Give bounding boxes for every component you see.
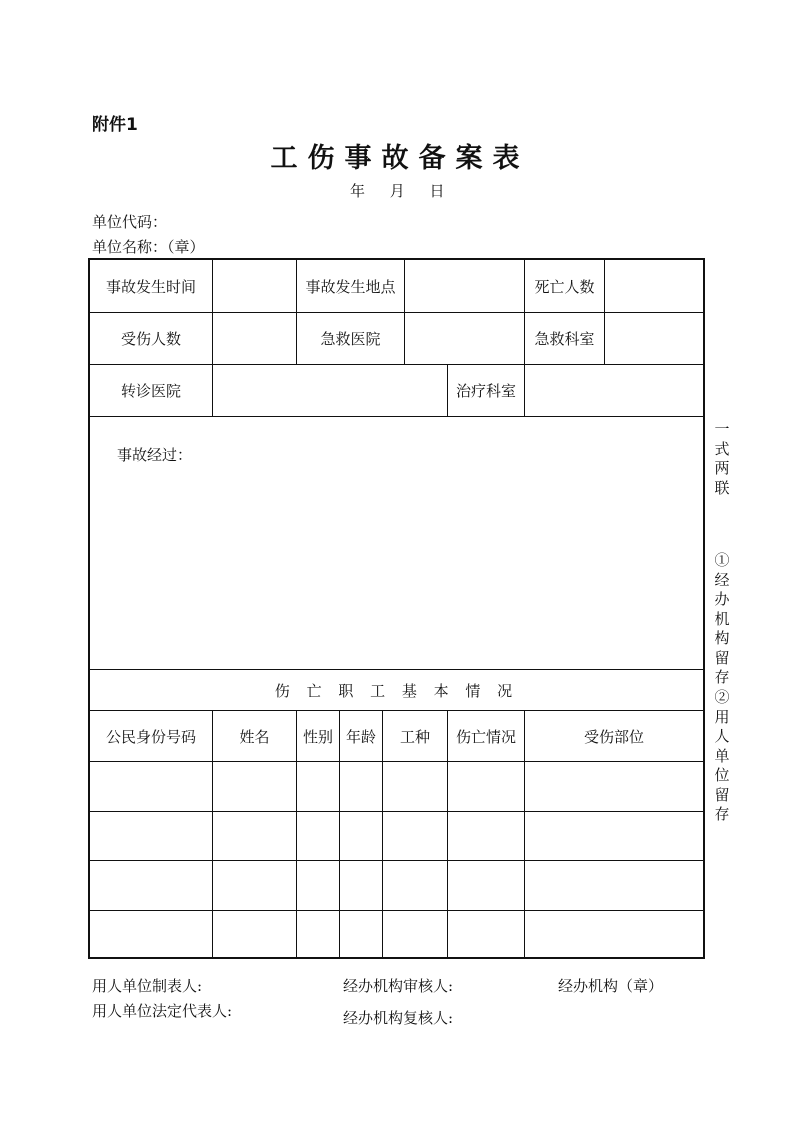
accident-time-field[interactable] [213,260,296,312]
unit-code-label: 单位代码： [92,213,168,231]
unit-name-label: 单位名称：（章） [92,238,205,256]
side-note-employer-copy: ②用人单位留存 [714,688,730,823]
date-label: 年 月 日 [350,182,445,200]
legal-rep-label: 用人单位法定代表人: [92,1002,233,1020]
col-name: 姓名 [239,727,270,746]
col-id-number: 公民身份号码 [105,727,196,746]
reviewer-label: 经办机构复核人: [343,1009,454,1027]
form-title: 工伤事故备案表 [270,143,530,174]
emergency-hospital-label: 急救医院 [320,330,381,348]
treatment-department-label: 治疗科室 [455,382,516,400]
emergency-hospital-field[interactable] [405,313,524,364]
table-row[interactable] [90,861,703,910]
accident-process-field[interactable] [92,470,700,665]
death-count-field[interactable] [605,260,703,312]
accident-location-field[interactable] [405,260,524,312]
accident-time-label: 事故发生时间 [105,277,196,296]
col-age: 年龄 [345,727,376,746]
transfer-hospital-field[interactable] [213,365,447,416]
casualty-section-title: 伤 亡 职 工 基 本 情 况 [274,681,519,700]
agency-seal-label: 经办机构（章） [558,977,664,995]
table-row[interactable] [90,812,703,860]
death-count-label: 死亡人数 [534,277,595,296]
side-note-copies: 一式两联 [714,420,730,497]
col-casualty-status: 伤亡情况 [455,727,516,746]
treatment-department-field[interactable] [525,365,703,416]
col-gender: 性别 [302,727,333,746]
preparer-label: 用人单位制表人: [92,977,203,995]
accident-location-label: 事故发生地点 [305,277,396,296]
injured-count-label: 受伤人数 [120,330,181,348]
emergency-department-field[interactable] [605,313,703,364]
injured-count-field[interactable] [213,313,296,364]
col-injured-part: 受伤部位 [583,727,644,746]
table-row[interactable] [90,762,703,811]
transfer-hospital-label: 转诊医院 [120,382,181,400]
auditor-label: 经办机构审核人: [343,977,454,995]
attachment-label: 附件1 [92,115,138,135]
emergency-department-label: 急救科室 [534,330,595,348]
side-note-agency-copy: ①经办机构留存 [714,551,730,686]
col-job-type: 工种 [399,727,430,746]
accident-process-label: 事故经过： [117,446,193,464]
table-row[interactable] [90,911,703,957]
